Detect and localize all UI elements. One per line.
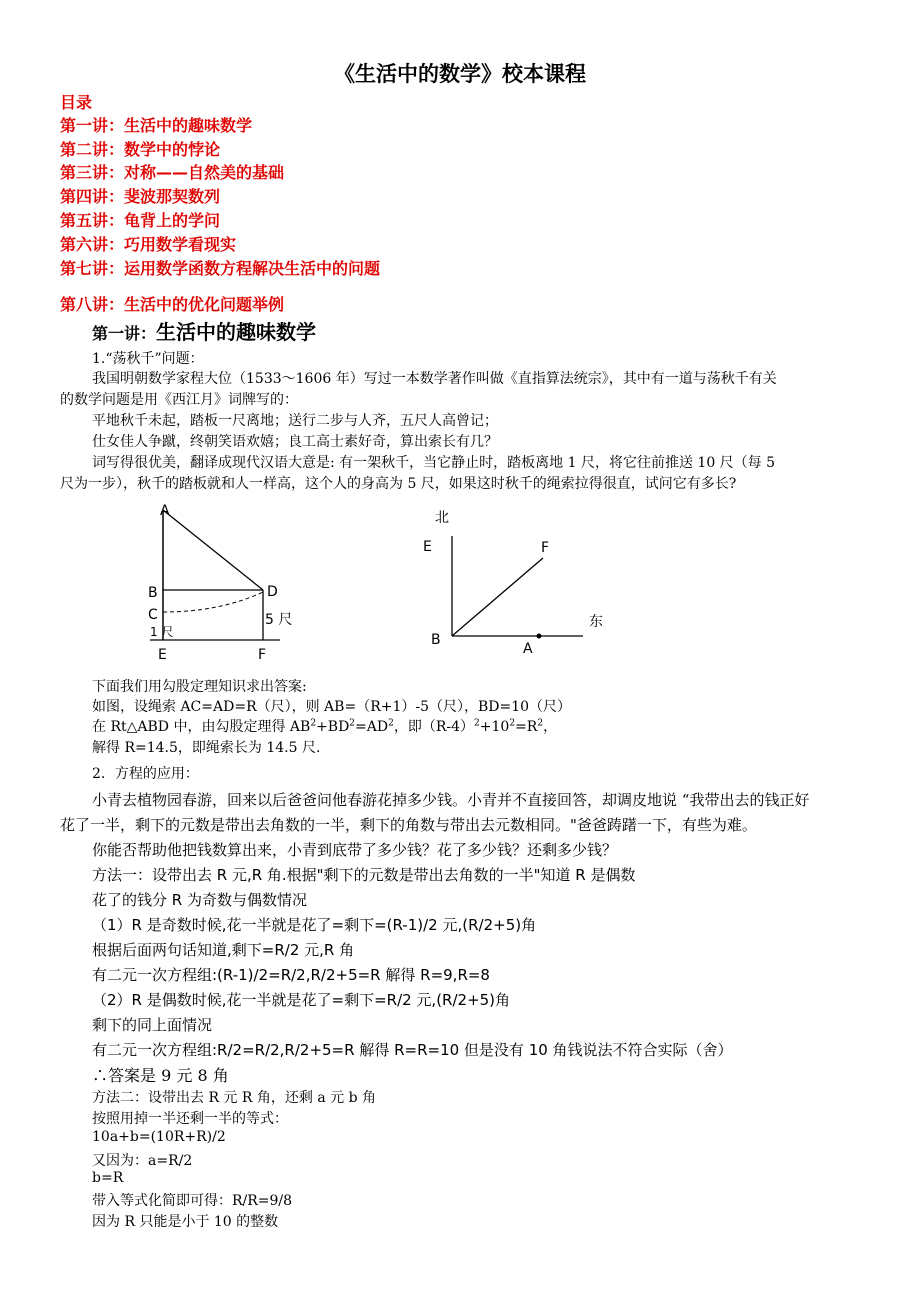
label-d: D — [267, 584, 278, 600]
method2-line: 又因为：a=R/2 — [92, 1153, 193, 1169]
lecture-prefix: 第一讲： — [92, 324, 157, 343]
label-a: A — [523, 641, 533, 657]
problem1-heading: 1.“荡秋千”问题： — [92, 351, 204, 367]
label-b: B — [431, 632, 441, 648]
segment-bf — [452, 558, 543, 636]
label-b: B — [148, 585, 158, 601]
direction-diagram — [415, 500, 615, 660]
poem-line: 仕女佳人争蹴，终朝笑语欢嬉；良工高士素好奇，算出索长有几？ — [92, 434, 498, 450]
problem2-text: 你能否帮助他把钱数算出来，小青到底带了多少钱？花了多少钱？还剩多少钱？ — [92, 841, 618, 859]
problem2-text: 小青去植物园春游，回来以后爸爸问他春游花掉多少钱。小青并不直接回答，却调皮地说 “我带出去的钱正好 — [92, 791, 810, 809]
solution-text: 如图，设绳索 AC=AD=R（尺），则 AB=（R+1）-5（尺），BD=10（尺） — [92, 699, 572, 715]
label-east: 东 — [589, 614, 603, 630]
point-a — [537, 634, 542, 639]
lecture-heading — [92, 316, 316, 345]
label-e: E — [158, 647, 167, 663]
label-north: 北 — [435, 510, 449, 526]
method2-line: b=R — [92, 1170, 124, 1186]
problem1-text: 的数学问题是用《西江月》词牌写的： — [60, 392, 298, 408]
solution-equation: 在 Rt△ABD 中，由勾股定理得 $AB^2+BD^2=AD^2$，即$(R-4)^2+10^2=R^2$， — [92, 718, 558, 735]
method2-line: 按照用掉一半还剩一半的等式： — [92, 1111, 288, 1127]
label-a: A — [160, 503, 170, 519]
problem1-text: 我国明朝数学家程大位（1533～1606 年）写过一本数学著作叫做《直指算法统宗》，其中有一道与荡秋千有关 — [92, 371, 777, 387]
rope-ad — [163, 510, 263, 590]
poem-line: 平地秋千未起，踏板一尺离地；送行二步与人齐，五尺人高曾记； — [92, 413, 498, 429]
method2-line: 10a+b=(10R+R)/2 — [92, 1129, 226, 1145]
method-line: 有二元一次方程组:(R-1)/2=R/2,R/2+5=R 解得 R=9,R=8 — [92, 966, 490, 984]
label-5chi: 5 尺 — [265, 612, 293, 628]
solution-text: 解得 R=14.5，即绳索长为 14.5 尺. — [92, 740, 321, 756]
problem2-heading: 2．方程的应用： — [92, 766, 199, 782]
method-line: （1）R 是奇数时候,花一半就是花了=剩下=(R-1)/2 元,(R/2+5)角 — [92, 916, 537, 934]
label-f: F — [541, 540, 550, 556]
page-title: 《生活中的数学》校本课程 — [334, 61, 586, 86]
answer-line: ∴答案是 9 元 8 角 — [92, 1066, 229, 1085]
method-line: 根据后面两句话知道,剩下=R/2 元,R 角 — [92, 941, 355, 959]
label-f: F — [258, 647, 267, 663]
solution-text: 下面我们用勾股定理知识求出答案: — [92, 679, 307, 695]
toc-item: 第七讲：运用数学函数方程解决生活中的问题 — [60, 259, 381, 278]
toc-item: 第八讲：生活中的优化问题举例 — [60, 295, 285, 314]
method2-line: 因为 R 只能是小于 10 的整数 — [92, 1214, 279, 1230]
method-line: 方法一：设带出去 R 元,R 角.根据"剩下的元数是带出去角数的一半"知道 R 是偶数 — [92, 866, 636, 884]
label-e: E — [423, 539, 432, 555]
label-1chi: 1 尺 — [150, 625, 174, 639]
toc-item: 第一讲：生活中的趣味数学 — [60, 116, 253, 135]
label-c: C — [148, 607, 158, 623]
swing-arc — [163, 592, 263, 612]
toc-heading: 目录 — [60, 93, 93, 112]
method2-line: 方法二：设带出去 R 元 R 角，还剩 a 元 b 角 — [92, 1090, 376, 1106]
toc-item: 第四讲：斐波那契数列 — [60, 187, 221, 206]
method-line: 有二元一次方程组:R/2=R/2,R/2+5=R 解得 R=R=10 但是没有 10 角钱说法不符合实际（舍） — [92, 1041, 733, 1059]
method2-line: 带入等式化简即可得：R/R=9/8 — [92, 1193, 293, 1209]
toc-item: 第三讲：对称——自然美的基础 — [60, 163, 285, 182]
method-line: 花了的钱分 R 为奇数与偶数情况 — [92, 891, 307, 909]
problem1-text: 词写得很优美，翻译成现代汉语大意是: 有一架秋千，当它静止时，踏板离地 1 尺，将它往前推送 10 尺（每 5 — [92, 455, 776, 471]
lecture-title: 生活中的趣味数学 — [156, 320, 317, 344]
method-line: （2）R 是偶数时候,花一半就是花了=剩下=R/2 元,(R/2+5)角 — [92, 991, 511, 1009]
toc-item: 第六讲：巧用数学看现实 — [60, 235, 237, 254]
swing-diagram — [140, 500, 310, 665]
problem2-text: 花了一半，剩下的元数是带出去角数的一半，剩下的角数与带出去元数相同。"爸爸踌躇一下，有些为难。 — [60, 816, 757, 834]
problem1-text: 尺为一步），秋千的踏板就和人一样高，这个人的身高为 5 尺，如果这时秋千的绳索拉得很直，试问它有多长? — [60, 476, 737, 492]
method-line: 剩下的同上面情况 — [92, 1016, 213, 1034]
toc-item: 第五讲：龟背上的学问 — [60, 211, 221, 230]
toc-item: 第二讲：数学中的悖论 — [60, 140, 221, 159]
